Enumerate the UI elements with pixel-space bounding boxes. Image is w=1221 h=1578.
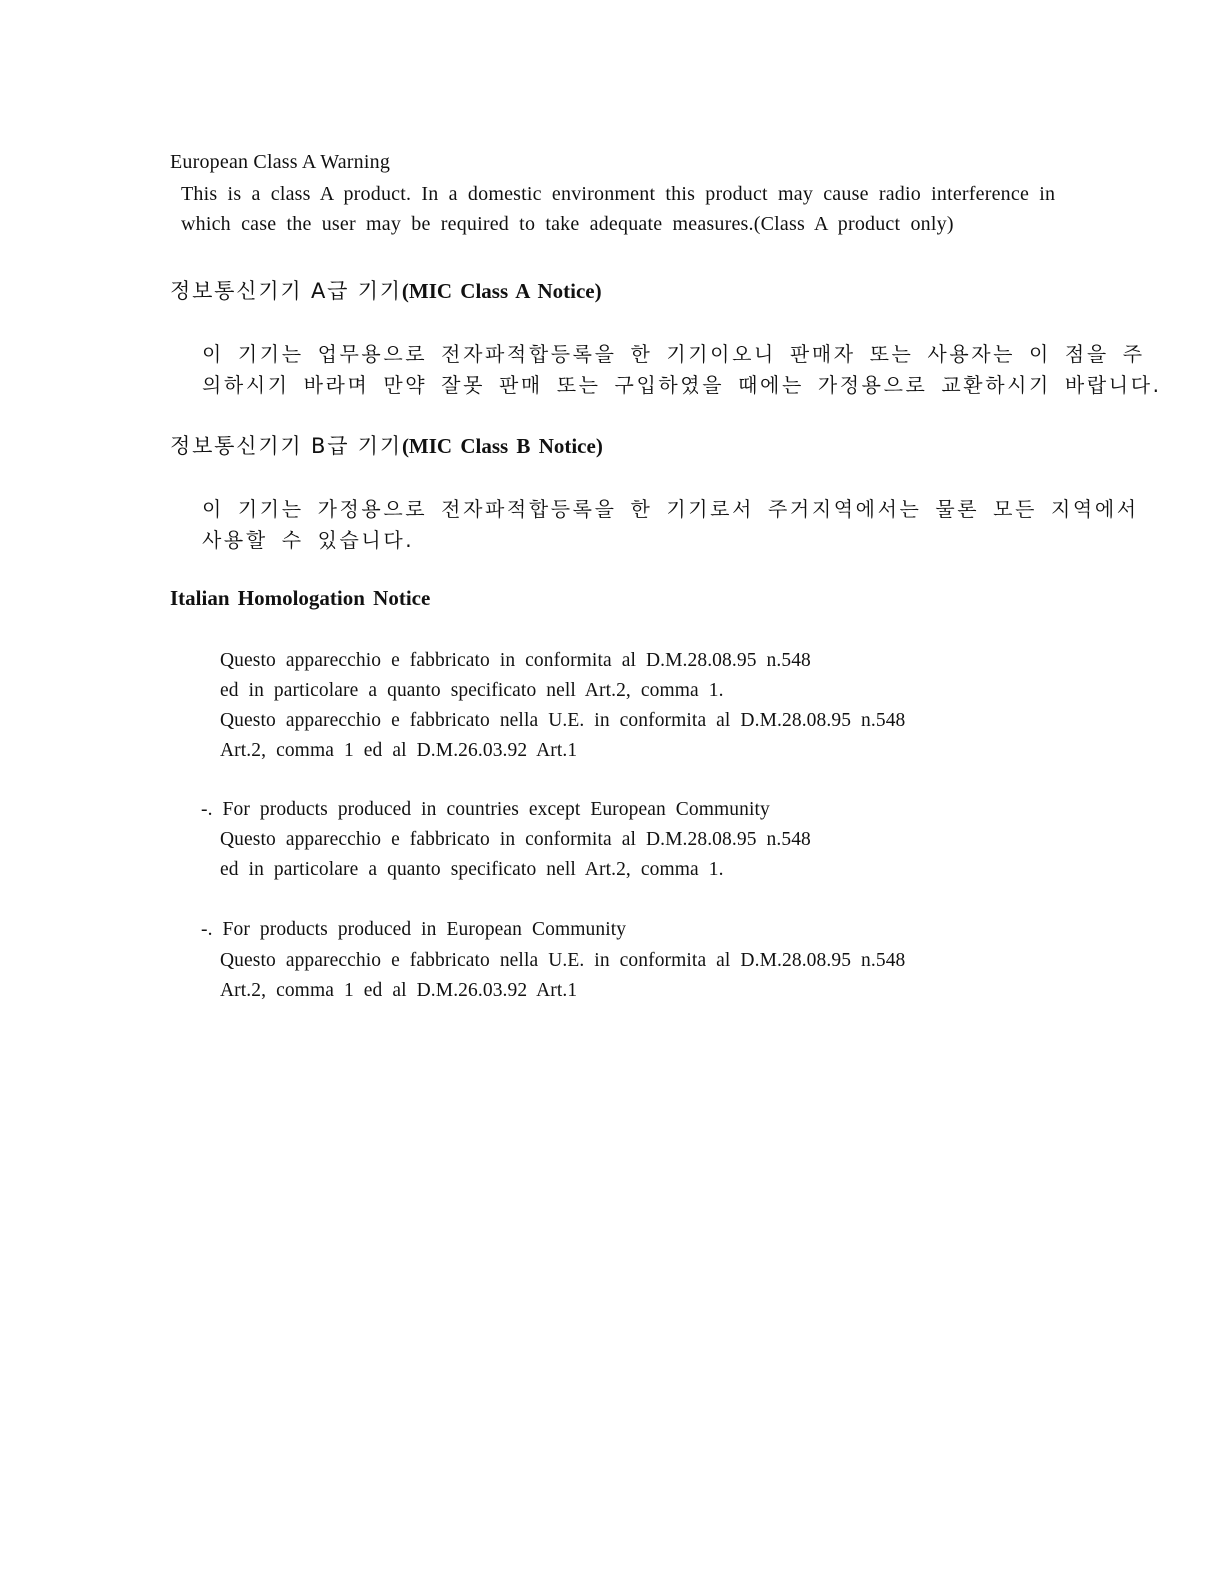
mic-class-a-line-1: 이 기기는 업무용으로 전자파적합등록을 한 기기이오니 판매자 또는 사용자는 이 점을 주 [202, 342, 1145, 366]
italian-notice-heading: Italian Homologation Notice [170, 586, 431, 610]
italian-block2-line-3: ed in particolare a quanto specificato nell Art.2, comma 1. [220, 859, 724, 880]
italian-block1-line-2: ed in particolare a quanto specificato nell Art.2, comma 1. [220, 680, 724, 701]
european-warning-line-1: This is a class A product. In a domestic environment this product may cause radio interference in [181, 183, 1056, 205]
italian-block3-line-1: -. For products produced in European Community [201, 919, 627, 940]
mic-class-b-heading [170, 430, 603, 460]
mic-class-a-heading [170, 275, 602, 305]
mic-class-b-heading-en: (MIC Class B Notice) [401, 434, 603, 458]
mic-class-b-heading-ko: 정보통신기기 B급 기기 [170, 434, 402, 458]
mic-class-b-line-1: 이 기기는 가정용으로 전자파적합등록을 한 기기로서 주거지역에서는 물론 모든 지역에서 [202, 497, 1139, 521]
italian-block3-line-2: Questo apparecchio e fabbricato nella U.E. in conformita al D.M.28.08.95 n.548 [220, 950, 906, 971]
italian-block2-line-2: Questo apparecchio e fabbricato in conformita al D.M.28.08.95 n.548 [220, 829, 811, 850]
european-warning-heading: European Class A Warning [170, 151, 391, 173]
mic-class-a-heading-ko: 정보통신기기 A급 기기 [170, 279, 402, 303]
mic-class-a-heading-en: (MIC Class A Notice) [401, 279, 602, 303]
italian-block1-line-4: Art.2, comma 1 ed al D.M.26.03.92 Art.1 [220, 740, 578, 761]
italian-block1-line-3: Questo apparecchio e fabbricato nella U.E. in conformita al D.M.28.08.95 n.548 [220, 710, 906, 731]
mic-class-b-line-2: 사용할 수 있습니다. [202, 528, 415, 552]
italian-block1-line-1: Questo apparecchio e fabbricato in conformita al D.M.28.08.95 n.548 [220, 650, 811, 671]
italian-block2-line-1: -. For products produced in countries except European Community [201, 799, 770, 820]
italian-block3-line-3: Art.2, comma 1 ed al D.M.26.03.92 Art.1 [220, 980, 578, 1001]
mic-class-a-line-2: 의하시기 바라며 만약 잘못 판매 또는 구입하였을 때에는 가정용으로 교환하시기 바랍니다. [202, 373, 1162, 397]
european-warning-line-2: which case the user may be required to take adequate measures.(Class A product only) [181, 213, 954, 235]
